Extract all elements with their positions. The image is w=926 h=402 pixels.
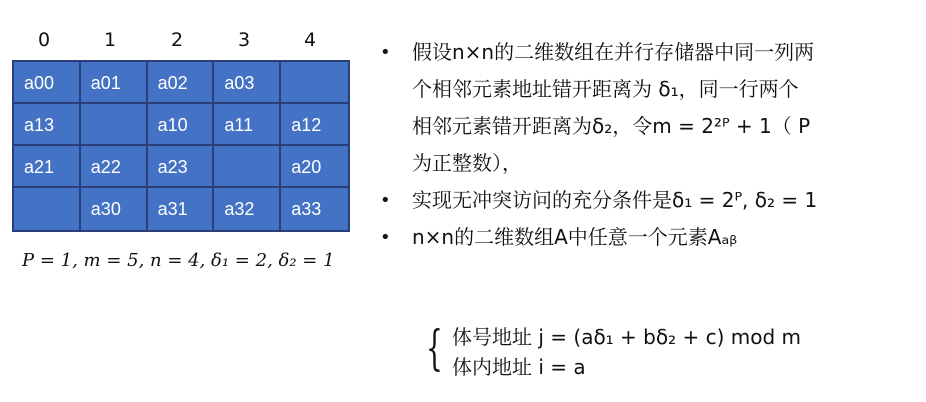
address-formula bbox=[426, 320, 802, 382]
grid-cell-r1-c3: a11 bbox=[214, 104, 281, 146]
brace-symbol: { bbox=[426, 320, 443, 376]
bullet-line: 为正整数）， bbox=[412, 151, 522, 175]
grid-cell-r1-c1 bbox=[81, 104, 148, 146]
bullet-line: 实现无冲突访问的充分条件是δ₁ = 2ᴾ, δ₂ = 1 bbox=[412, 188, 818, 212]
bullet-icon: • bbox=[380, 190, 391, 211]
grid-cell-r2-c1: a22 bbox=[81, 146, 148, 188]
bullet-list bbox=[372, 34, 920, 256]
bullet-line: 个相邻元素地址错开距离为 δ₁，同一行两个 bbox=[412, 77, 799, 101]
grid-cell-r0-c4 bbox=[281, 62, 348, 104]
grid-cell-r0-c1: a01 bbox=[81, 62, 148, 104]
offset-address-formula: 体内地址 i = a bbox=[452, 355, 586, 379]
grid-cell-r3-c4: a33 bbox=[281, 188, 348, 230]
bullet-line: n×n的二维数组A中任意一个元素Aₐᵦ bbox=[412, 225, 738, 249]
bullet-icon: • bbox=[380, 42, 391, 63]
bullet-item-3 bbox=[372, 219, 920, 256]
grid-cell-r3-c3: a32 bbox=[214, 188, 281, 230]
storage-grid bbox=[12, 60, 350, 232]
column-headers bbox=[10, 27, 350, 53]
grid-cell-r2-c3 bbox=[214, 146, 281, 188]
grid-cell-r3-c1: a30 bbox=[81, 188, 148, 230]
bullet-line: 假设n×n的二维数组在并行存储器中同一列两 bbox=[412, 40, 815, 64]
column-header-2: 2 bbox=[170, 29, 184, 51]
bullet-line: 相邻元素错开距离为δ₂，令m = 2²ᴾ + 1（ P bbox=[412, 114, 811, 138]
column-header-0: 0 bbox=[37, 29, 51, 51]
bullet-item-1 bbox=[372, 34, 920, 182]
grid-cell-r3-c2: a31 bbox=[148, 188, 215, 230]
grid-cell-r1-c0: a13 bbox=[14, 104, 81, 146]
grid-cell-r3-c0 bbox=[14, 188, 81, 230]
grid-cell-r1-c4: a12 bbox=[281, 104, 348, 146]
grid-cell-r2-c4: a20 bbox=[281, 146, 348, 188]
column-header-3: 3 bbox=[237, 29, 251, 51]
column-header-4: 4 bbox=[303, 29, 317, 51]
grid-cell-r2-c2: a23 bbox=[148, 146, 215, 188]
grid-cell-r1-c2: a10 bbox=[148, 104, 215, 146]
grid-cell-r2-c0: a21 bbox=[14, 146, 81, 188]
parameter-caption: P = 1, m = 5, n = 4, δ₁ = 2, δ₂ = 1 bbox=[22, 250, 335, 271]
column-header-1: 1 bbox=[103, 29, 117, 51]
grid-cell-r0-c0: a00 bbox=[14, 62, 81, 104]
bank-address-formula: 体号地址 j = (aδ₁ + bδ₂ + c) mod m bbox=[452, 325, 802, 349]
bullet-icon: • bbox=[380, 227, 391, 248]
grid-cell-r0-c2: a02 bbox=[148, 62, 215, 104]
grid-cell-r0-c3: a03 bbox=[214, 62, 281, 104]
bullet-item-2 bbox=[372, 182, 920, 219]
